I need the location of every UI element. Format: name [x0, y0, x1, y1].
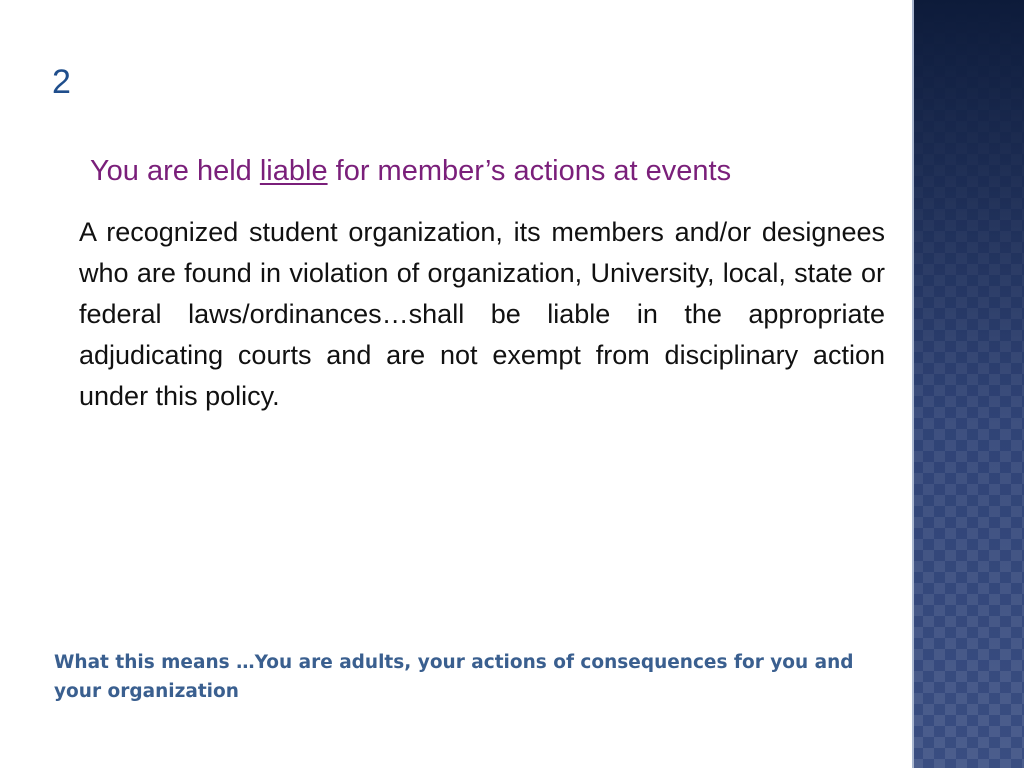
policy-paragraph: A recognized student organization, its members and/or designees who are found in violation of organization, University, local, state or federal laws/ordinances…shall be liable in the appropriate adjudicating courts and are not exempt from disciplinary action under this policy.	[79, 217, 885, 411]
sidebar-edge-divider	[912, 0, 914, 768]
decorative-sidebar	[912, 0, 1024, 768]
heading-text-after: for member’s actions at events	[327, 155, 732, 187]
slide-heading	[90, 152, 731, 190]
footer-note: What this means …You are adults, your actions of consequences for you and your organization	[54, 652, 854, 702]
slide-number: 2	[52, 63, 71, 101]
heading-underlined-word: liable	[259, 155, 328, 187]
heading-text-before: You are held	[90, 155, 260, 187]
